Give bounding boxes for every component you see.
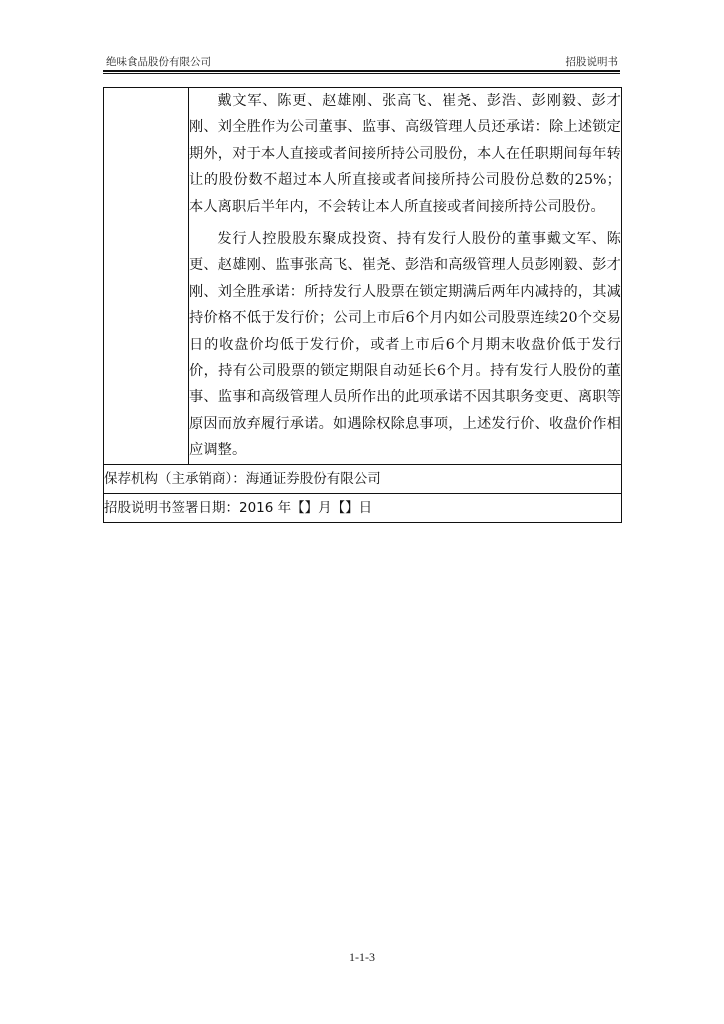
commitment-paragraph-1: 戴文军、陈更、赵雄刚、张高飞、崔尧、彭浩、彭刚毅、彭才刚、刘全胜作为公司董事、监事、高级管理人员还承诺：除上述锁定期外，对于本人直接或者间接所持公司股份，本人在任职期间每年转让的股份数不超过本人所直接或者间接所持公司股份总数的25%；本人离职后半年内，不会转让本人所直接或者间接所持公司股份。 [189,93,621,215]
sponsor-row [104,464,622,493]
prospectus-table [103,87,622,523]
commitment-paragraph-2: 发行人控股股东聚成投资、持有发行人股份的董事戴文军、陈更、赵雄刚、监事张高飞、崔尧、彭浩和高级管理人员彭刚毅、彭才刚、刘全胜承诺：所持发行人股票在锁定期满后两年内减持的，其减持价格不低于发行价；公司上市后6个月内如公司股票连续20个交易日的收盘价均低于发行价，或者上市后6个月期末收盘价低于发行价，持有公司股票的锁定期限自动延长6个月。持有发行人股份的董事、监事和高级管理人员所作出的此项承诺不因其职务变更、离职等原因而放弃履行承诺。如遇除权除息事项，上述发行价、收盘价作相应调整。 [189,231,621,459]
signing-date-row [104,493,622,522]
signing-date-cell: 招股说明书签署日期：2016 年【】月【】日 [104,493,622,522]
commitment-row [104,88,622,465]
sponsor-cell: 保荐机构（主承销商）：海通证券股份有限公司 [104,464,622,493]
empty-label-cell [104,88,189,465]
document-type: 招股说明书 [565,56,618,68]
page-number: 1-1-3 [349,950,375,964]
company-name: 绝味食品股份有限公司 [106,56,211,68]
page-header [103,50,620,70]
header-rule [103,70,620,72]
header-rule-thin [103,73,620,74]
commitment-content-cell [189,88,622,465]
